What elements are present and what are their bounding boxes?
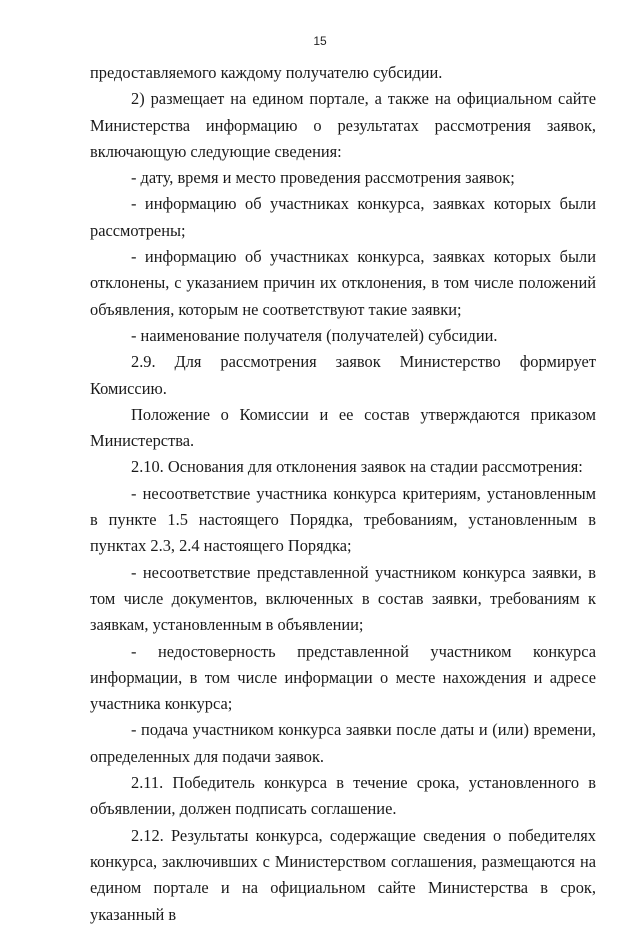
paragraph-section-2-10: 2.10. Основания для отклонения заявок на стадии рассмотрения:: [131, 457, 583, 477]
paragraph-section-2-11: 2.11. Победитель конкурса в течение срока, установленного в объявлении, должен подписать соглашение.: [90, 773, 596, 819]
paragraph-section-2-12: 2.12. Результаты конкурса, содержащие сведения о победителях конкурса, заключивших с Министерством соглашения, размещаются на едином портале и на официальном сайте Министерства в срок, указанный в: [90, 825, 596, 924]
paragraph-bullet-reviewed-participants: - информацию об участниках конкурса, заявках которых были рассмотрены;: [90, 194, 596, 240]
paragraph-bullet-recipient-name: - наименование получателя (получателей) субсидии.: [131, 325, 498, 345]
paragraph-commission-regulation: Положение о Комиссии и ее состав утверждаются приказом Министерства.: [90, 404, 596, 451]
paragraph-bullet-late-submission: - подача участником конкурса заявки после даты и (или) времени, определенных для подачи заявок.: [90, 720, 596, 766]
paragraph-bullet-application-mismatch: - несоответствие представленной участником конкурса заявки, в том числе документов, включенных в состав заявки, требованиям к заявкам, установленным в объявлении;: [90, 562, 596, 635]
document-body: [90, 60, 596, 928]
paragraph-item-2: 2) размещает на едином портале, а также на официальном сайте Министерства информацию о результатах рассмотрения заявок, включающую следующие сведения:: [90, 89, 596, 161]
paragraph-bullet-unreliable-info: - недостоверность представленной участником конкурса информации, в том числе информации о месте нахождения и адресе участника конкурса;: [90, 641, 596, 714]
paragraph-bullet-rejected-participants: - информацию об участниках конкурса, заявках которых были отклонены, с указанием причин их отклонения, в том числе положений объявления, которым не соответствуют такие заявки;: [90, 247, 596, 319]
paragraph-bullet-criteria-mismatch: - несоответствие участника конкурса критериям, установленным в пункте 1.5 настоящего Порядка, требованиям, установленным в пунктах 2.3, 2.4 настоящего Порядка;: [90, 483, 596, 556]
paragraph-bullet-date-time-place: - дату, время и место проведения рассмотрения заявок;: [131, 168, 515, 188]
paragraph-continuation: предоставляемого каждому получателю субсидии.: [90, 63, 443, 82]
paragraph-section-2-9: 2.9. Для рассмотрения заявок Министерство формирует Комиссию.: [90, 352, 596, 398]
page-number: 15: [313, 34, 327, 48]
